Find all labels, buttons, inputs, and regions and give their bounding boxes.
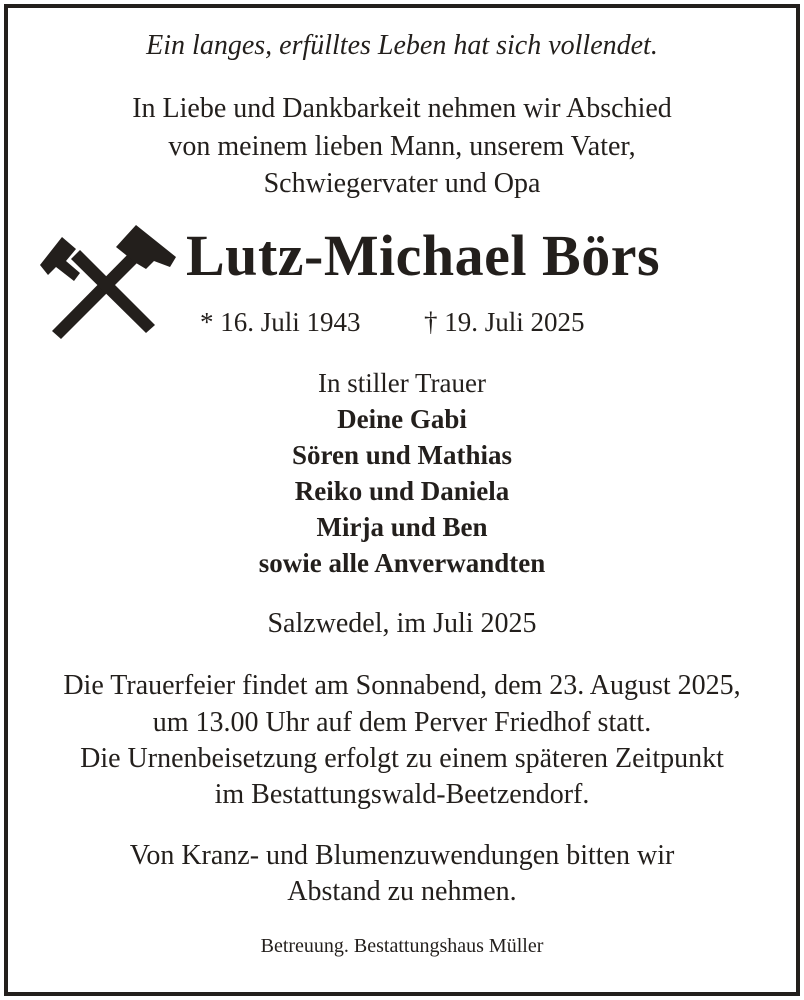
intro-line-2: von meinem lieben Mann, unserem Vater,	[168, 131, 636, 162]
mourners-heading: In stiller Trauer	[318, 368, 486, 398]
mourner-line-3: Reiko und Daniela	[294, 476, 510, 506]
ceremony-line-4: im Bestattungswald-Beetzendorf.	[214, 779, 590, 810]
death-date: † 19. Juli 2025	[424, 307, 585, 337]
mourner-line-2: Sören und Mathias	[291, 440, 513, 470]
request-line-1: Von Kranz- und Blumenzuwendungen bitten wir	[129, 840, 675, 871]
funeral-home-credit: Betreuung. Bestattungshaus Müller	[260, 935, 544, 957]
crossed-hammers-icon	[36, 217, 176, 343]
mourner-line-5: sowie alle Anverwandten	[258, 548, 546, 578]
ceremony-line-1: Die Trauerfeier findet am Sonnabend, dem 23. August 2025,	[63, 670, 741, 701]
ceremony-line-3: Die Urnenbeisetzung erfolgt zu einem späteren Zeitpunkt	[80, 743, 724, 774]
intro-line-3: Schwiegervater und Opa	[263, 168, 541, 199]
intro-line-1: In Liebe und Dankbarkeit nehmen wir Abschied	[132, 93, 672, 124]
deceased-name: Lutz-Michael Börs	[186, 223, 661, 288]
request-line-2: Abstand zu nehmen.	[287, 876, 517, 907]
mourner-line-4: Mirja und Ben	[316, 512, 488, 542]
motto: Ein langes, erfülltes Leben hat sich vollendet.	[146, 30, 658, 61]
mourner-line-1: Deine Gabi	[337, 404, 467, 434]
place-date: Salzwedel, im Juli 2025	[267, 608, 537, 639]
birth-date: * 16. Juli 1943	[200, 307, 361, 337]
ceremony-line-2: um 13.00 Uhr auf dem Perver Friedhof statt.	[152, 707, 652, 738]
